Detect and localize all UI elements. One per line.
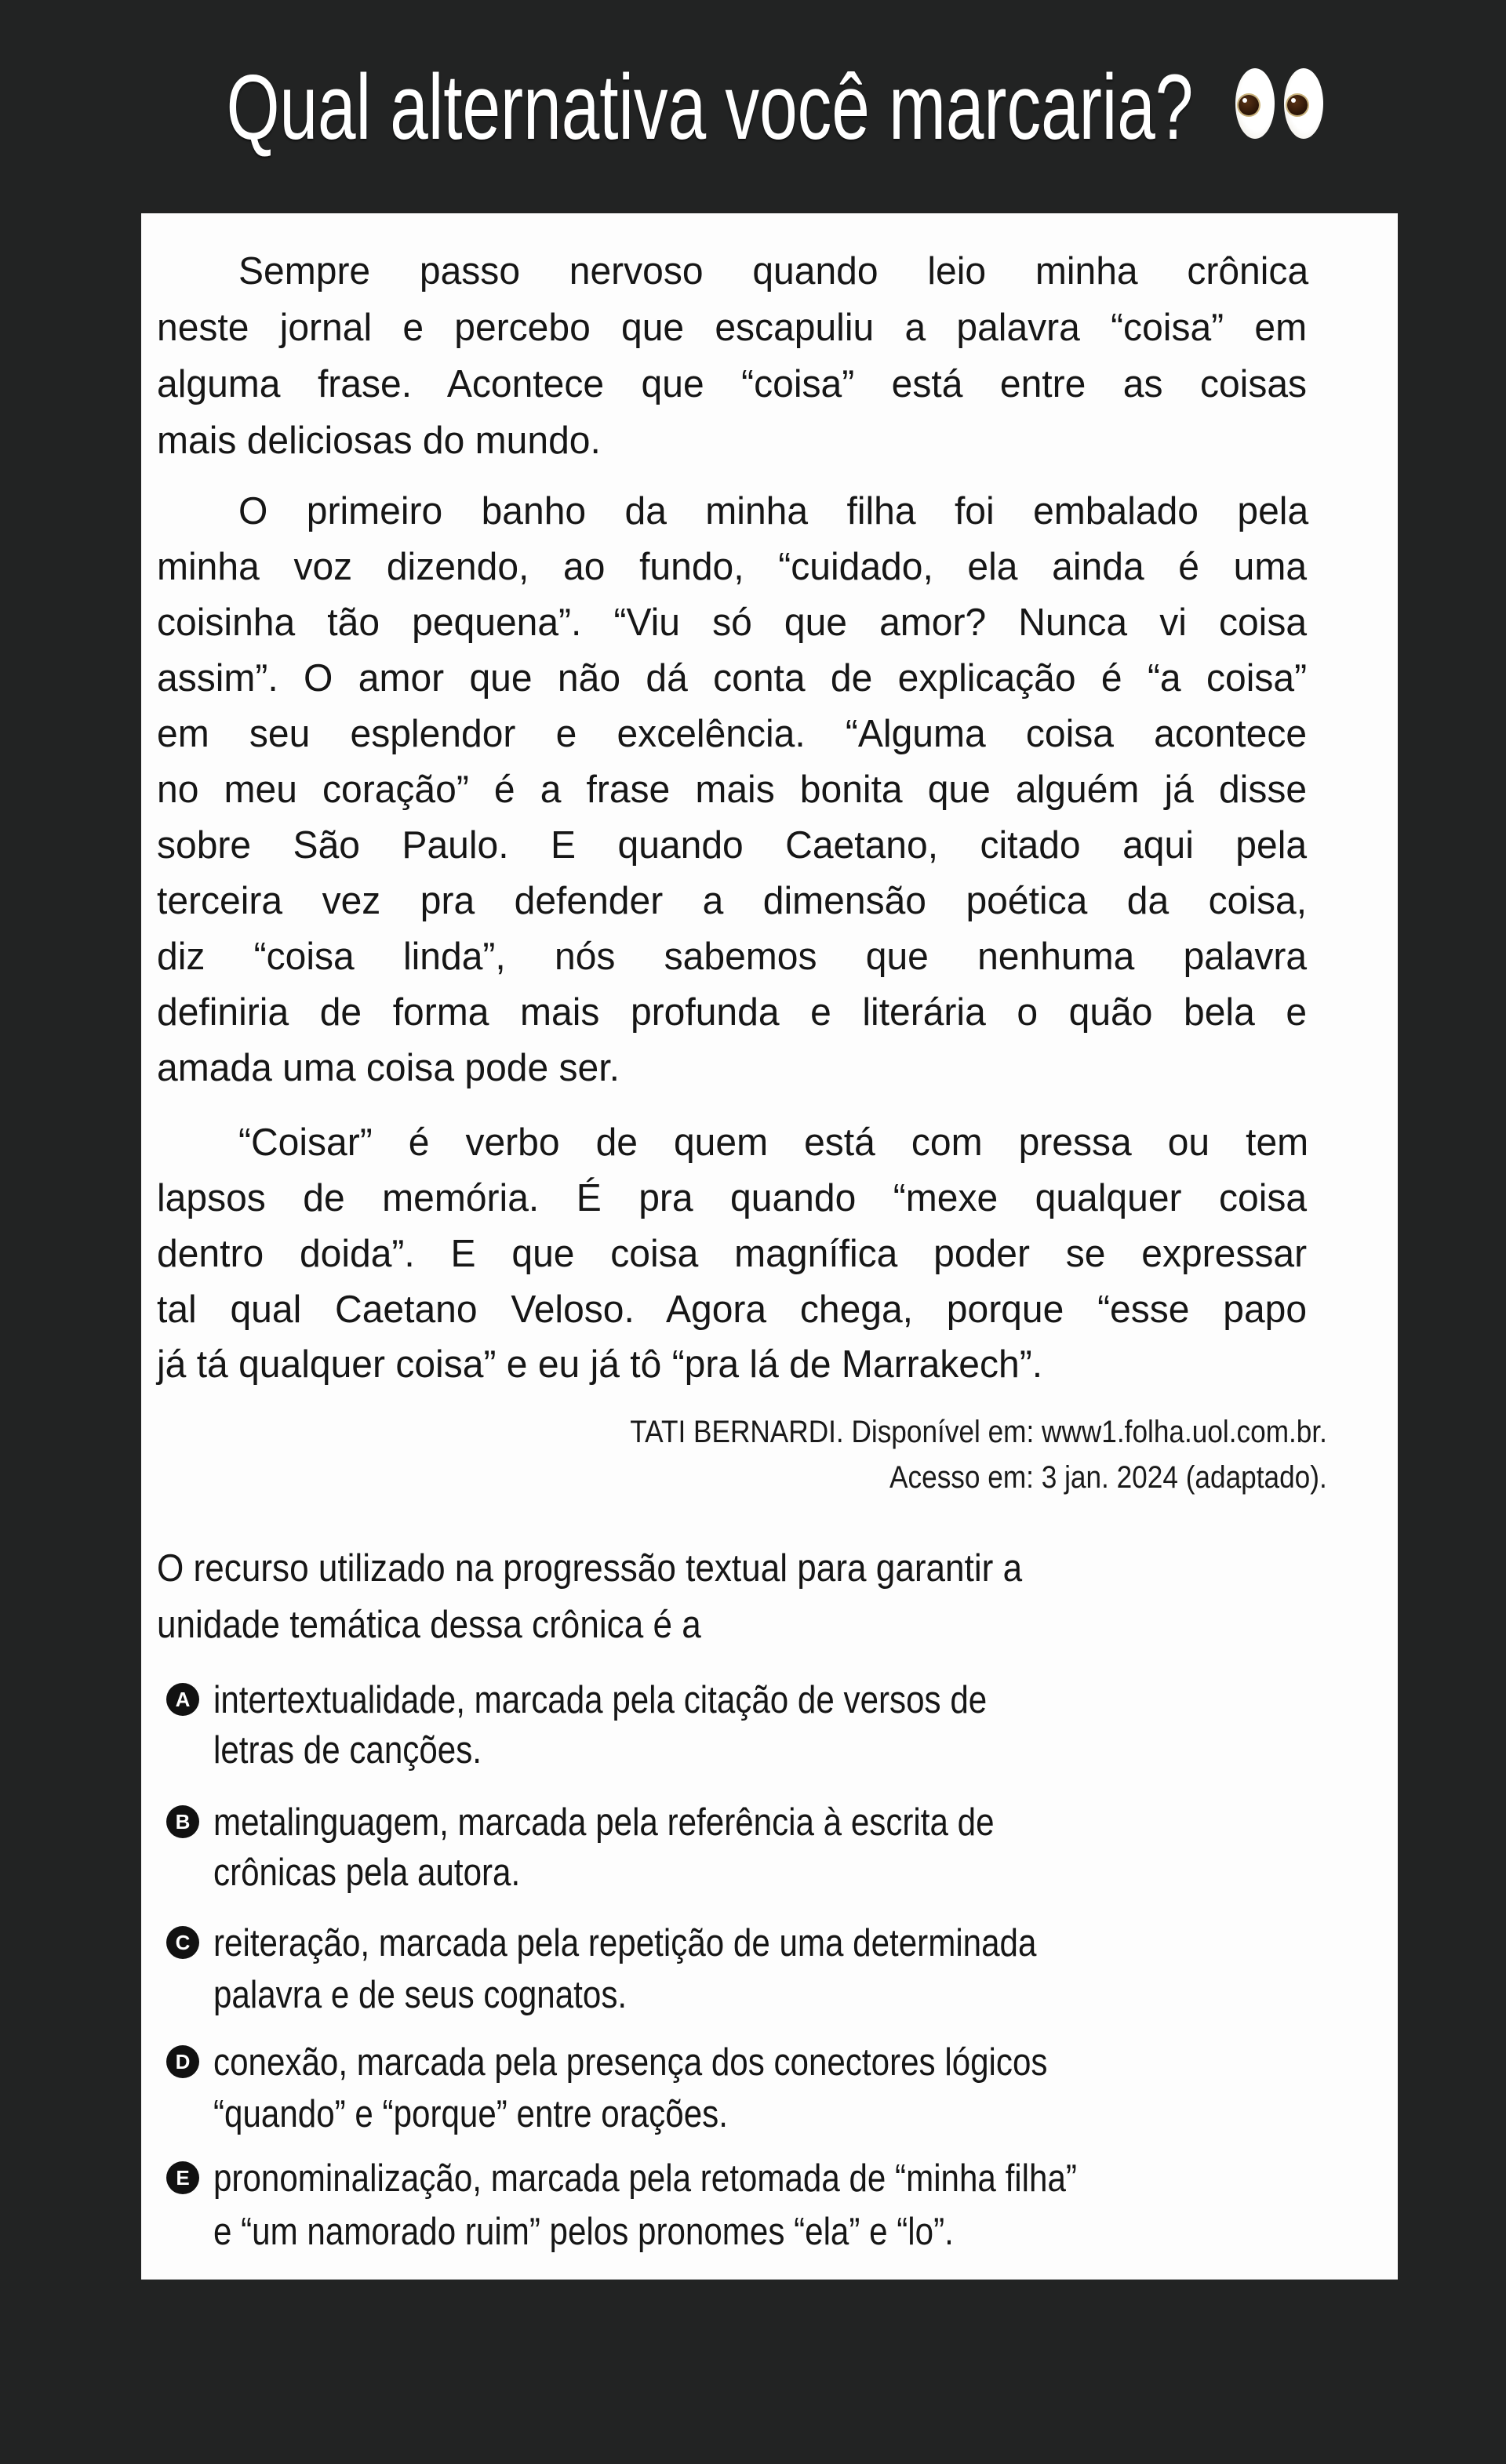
text-line: tal qual Caetano Veloso. Agora chega, porque “esse papo [157, 1288, 1308, 1331]
exam-question-card [141, 213, 1398, 2279]
question-line: unidade temática dessa crônica é a [157, 1604, 701, 1646]
text-line: já tá qualquer coisa” e eu já tô “pra lá de Marrakech”. [157, 1343, 1043, 1386]
source-access-date: Acesso em: 3 jan. 2024 (adaptado). [889, 1460, 1327, 1495]
text-line: definiria de forma mais profunda e literária o quão bela e [157, 991, 1308, 1034]
option-c-marker-icon[interactable]: C [166, 1926, 199, 1959]
text-line: “Coisar” é verbo de quem está com pressa ou tem [238, 1121, 1309, 1164]
option-b-text: crônicas pela autora. [213, 1852, 521, 1894]
text-line: minha voz dizendo, ao fundo, “cuidado, ela ainda é uma [157, 546, 1308, 588]
left-eye-icon [1235, 68, 1275, 139]
text-line: coisinha tão pequena”. “Viu só que amor? Nunca vi coisa [157, 601, 1308, 644]
text-line: alguma frase. Acontece que “coisa” está entre as coisas [157, 363, 1308, 405]
eyes-emoji-icon [1235, 68, 1326, 140]
option-e-marker-icon[interactable]: E [166, 2161, 199, 2194]
option-e-text: pronominalização, marcada pela retomada de “minha filha” [213, 2157, 1077, 2200]
text-line: lapsos de memória. É pra quando “mexe qualquer coisa [157, 1177, 1308, 1219]
option-d-text: conexão, marcada pela presença dos conectores lógicos [213, 2041, 1048, 2084]
option-c-text: reiteração, marcada pela repetição de uma determinada [213, 1922, 1037, 1964]
text-line: Sempre passo nervoso quando leio minha crônica [238, 250, 1309, 293]
text-line: em seu esplendor e excelência. “Alguma coisa acontece [157, 713, 1308, 755]
text-line: no meu coração” é a frase mais bonita que alguém já disse [157, 769, 1308, 811]
option-e-text: e “um namorado ruim” pelos pronomes “ela” e “lo”. [213, 2211, 954, 2253]
option-a-text: letras de canções. [213, 1729, 482, 1772]
text-line: diz “coisa linda”, nós sabemos que nenhuma palavra [157, 936, 1308, 978]
text-line: neste jornal e percebo que escapuliu a palavra “coisa” em [157, 307, 1308, 349]
text-line: assim”. O amor que não dá conta de explicação é “a coisa” [157, 657, 1308, 700]
source-citation: TATI BERNARDI. Disponível em: www1.folha.uol.com.br. [630, 1415, 1327, 1449]
text-line: dentro doida”. E que coisa magnífica poder se expressar [157, 1233, 1308, 1275]
option-b-marker-icon[interactable]: B [166, 1805, 199, 1838]
question-line: O recurso utilizado na progressão textual para garantir a [157, 1547, 1023, 1590]
text-line: mais deliciosas do mundo. [157, 420, 601, 462]
option-b-text: metalinguagem, marcada pela referência à escrita de [213, 1801, 995, 1844]
option-a-marker-icon[interactable]: A [166, 1683, 199, 1716]
page-title: Qual alternativa você marcaria? [226, 56, 1194, 159]
right-eye-icon [1284, 68, 1323, 139]
text-line: terceira vez pra defender a dimensão poética da coisa, [157, 880, 1308, 922]
option-a-text: intertextualidade, marcada pela citação de versos de [213, 1679, 988, 1721]
option-d-marker-icon[interactable]: D [166, 2045, 199, 2078]
text-line: O primeiro banho da minha filha foi embalado pela [238, 490, 1309, 532]
text-line: sobre São Paulo. E quando Caetano, citado aqui pela [157, 824, 1308, 867]
option-c-text: palavra e de seus cognatos. [213, 1974, 628, 2016]
option-d-text: “quando” e “porque” entre orações. [213, 2093, 728, 2135]
text-line: amada uma coisa pode ser. [157, 1047, 620, 1089]
